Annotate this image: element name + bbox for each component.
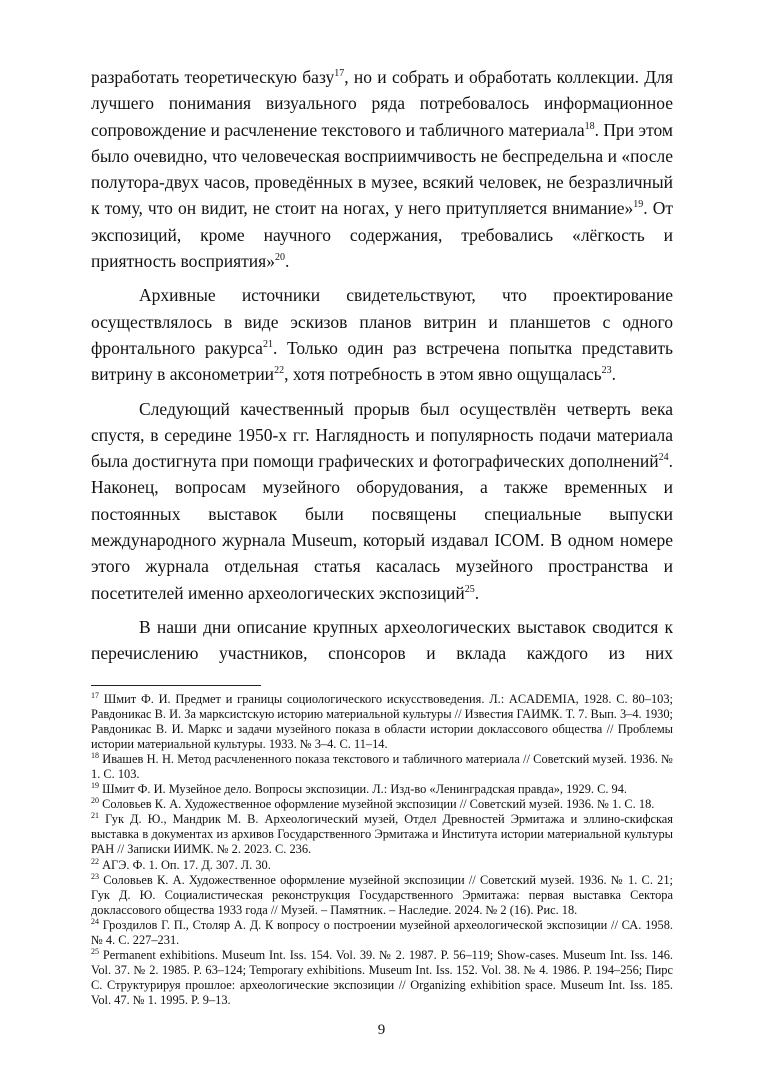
footnote-ref-20[interactable]: 20 bbox=[274, 252, 285, 264]
footnote-ref-21[interactable]: 21 bbox=[262, 338, 273, 350]
page bbox=[91, 64, 673, 1009]
paragraph-4: В наши дни описание крупных археологических выставок сводится к перечислению участников, спонсоров и вклада каждого из них bbox=[91, 616, 673, 664]
footnote-ref-17[interactable]: 17 bbox=[334, 68, 345, 79]
footnote-ref-23[interactable]: 23 bbox=[601, 365, 612, 377]
footnote-ref-19[interactable]: 19 bbox=[633, 199, 644, 211]
footnote-separator bbox=[91, 685, 261, 686]
footnote-19: $^{19}$ Шмит Ф. И. Музейное дело. Вопросы экспозиции. Л.: Изд-во «Ленинградская правда», 1929. С. 94. bbox=[91, 781, 628, 797]
body-text bbox=[91, 64, 673, 667]
footnote-20: $^{20}$ Соловьев К. А. Художественное оформление музейной экспозиции // Советский музей. 1936. № 1. С. 18. bbox=[91, 796, 655, 812]
paragraph-1: разработать теоретическую базу$^{17}$, но и собрать и обработать коллекции. Для лучшего понимания визуального ряда потребовалось информационное сопровождение и расчленение текстового и табличного материала$^{18}$. При этом было очевидно, что человеческая восприимчивость не беспредельна и «после полутора-двух часов, проведённых в музее, всякий человек, не безразличный к тому, что он видит, не стоит на ногах, у него притупляется внимание»$^{19}$. От экспозиций, кроме научного содержания, требовались «лёгкость и приятность восприятия»$^{20}$. bbox=[91, 67, 673, 272]
footnote-24: $^{24}$ Гроздилов Г. П., Столяр А. Д. К вопросу о построении музейной археологической экспозиции // СА. 1958. № 4. С. 227–231. bbox=[91, 916, 673, 948]
footnote-ref-22[interactable]: 22 bbox=[274, 365, 285, 377]
paragraph-3: Следующий качественный прорыв был осуществлён четверть века спустя, в середине 1950-х гг. Наглядность и популярность подачи материала была достигнута при помощи графических и фотографических дополнений$^{24}$. Наконец, вопросам музейного оборудования, а также временных и постоянных выставок были посвящены специальные выпуски международного журнала Museum, который издавал ICOM. В одном номере этого журнала отдельная статья касалась музейного пространства и посетителей именно археологических экспозиций$^{25}$. bbox=[91, 398, 673, 603]
footnote-ref-18[interactable]: 18 bbox=[584, 120, 595, 132]
footnote-18: $^{18}$ Ивашев Н. Н. Метод расчлененного показа текстового и табличного материала // Советский музей. 1936. № 1. С. 103. bbox=[91, 750, 673, 781]
footnote-ref-24[interactable]: 24 bbox=[658, 452, 669, 464]
paragraph-2: Архивные источники свидетельствуют, что проектирование осуществлялось в виде эскизов планов витрин и планшетов с одного фронтального ракурса$^{21}$. Только один раз встречена попытка представить витрину в аксонометрии$^{22}$, хотя потребность в этом явно ощущалась$^{23}$. bbox=[91, 285, 674, 385]
page-number: 9 bbox=[377, 1022, 386, 1038]
footnote-17: $^{17}$ Шмит Ф. И. Предмет и границы социологического искусствоведения. Л.: ACADEMIA, 1928. С. 80–103; Равдоникас В. И. За марксистскую историю материальной культуры // Известия ГАИМК. Т. 7. Вып. 3–4. 1930; Равдоникас В. И. Маркс и задачи музейного показа в области истории доклассового общества // Проблемы истории материальной культуры. 1933. № 3–4. С. 11–14. bbox=[91, 690, 673, 751]
footnote-ref-25[interactable]: 25 bbox=[464, 583, 475, 595]
footnotes bbox=[91, 692, 673, 1009]
footnote-23: $^{23}$ Соловьев К. А. Художественное оформление музейной экспозиции // Советский музей. 1936. № 1. С. 21; Гук Д. Ю. Социалистическая реконструкция Государственного Эрмитажа: первая выставка Сектора доклассового общества 1933 года // Музей. – Памятник. – Наследие. 2024. № 2 (16). Рис. 18. bbox=[91, 871, 673, 917]
footnote-22: $^{22}$ АГЭ. Ф. 1. Оп. 17. Д. 307. Л. 30. bbox=[91, 856, 271, 872]
footnote-25: $^{25}$ Permanent exhibitions. Museum Int. Iss. 154. Vol. 39. № 2. 1987. P. 56–119; Show-cases. Museum Int. Iss. 146. Vol. 37. № 2. 1985. P. 63–124; Temporary exhibitions. Museum Int. Iss. 152. Vol. 38. № 4. 1986. P. 194–256; Пирс С. Структурируя прошлое: археологические экспозиции // Organizing exhibition space. Museum Int. Iss. 185. Vol. 47. № 1. 1995. P. 9–13. bbox=[91, 947, 673, 1008]
footnote-21: $^{21}$ Гук Д. Ю., Мандрик М. В. Археологический музей, Отдел Древностей Эрмитажа и эллино-скифская выставка в документах из архивов Государственного Эрмитажа и Института истории материальной культуры РАН // Записки ИИМК. № 2. 2023. С. 236. bbox=[91, 811, 673, 857]
